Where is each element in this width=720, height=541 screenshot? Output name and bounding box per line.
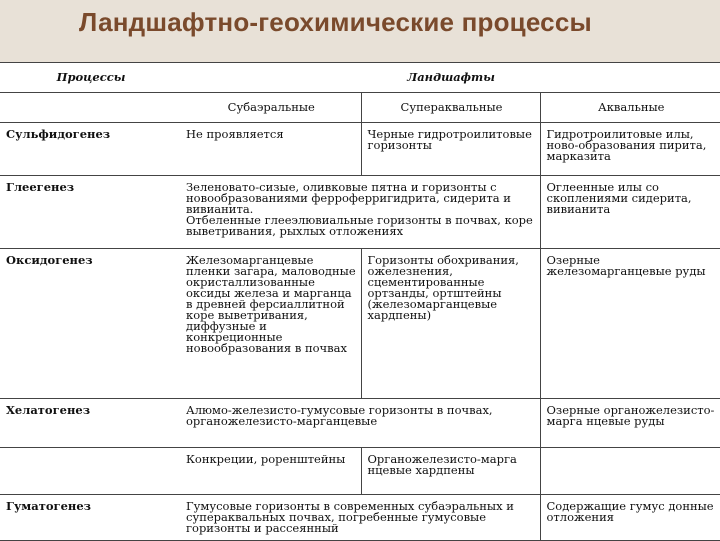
- cell-superaqual: Черные гидротроилитовые горизонты: [367, 127, 532, 152]
- header-processes: Процессы: [0, 63, 180, 93]
- cell-subaerial: Железомарганцевые пленки загара, маловодные окристаллизованные оксиды железа и марганца в древней ферсиаллитной коре выветривания, диффузные и конкреционные новообразования в почвах: [186, 253, 356, 355]
- cell-subaerial: Не проявляется: [186, 127, 284, 141]
- header-aqual: Аквальные: [540, 93, 720, 123]
- header-subaerial: Субаэральные: [180, 93, 361, 123]
- cell-aqual: Оглеенные илы со скоплениями сидерита, вивианита: [546, 180, 692, 216]
- row-name: Сульфидогенез: [6, 127, 111, 141]
- cell-superaqual: Органожелезисто-марга нцевые хардпены: [367, 452, 517, 477]
- cell-aqual: Содержащие гумус донные отложения: [546, 499, 714, 524]
- cell-superaqual: Горизонты обохривания, ожелезнения, сцементированные ортзанды, ортштейны (железомарганцевые хардпены): [367, 253, 519, 322]
- table-subheader-row: [0, 93, 720, 123]
- table-row: [0, 495, 720, 541]
- page-title: Ландшафтно-геохимические процессы: [79, 7, 592, 37]
- table-row: [0, 399, 720, 448]
- row-name: Хелатогенез: [6, 403, 91, 417]
- cell-aqual: Гидротроилитовые илы, ново-образования пирита, марказита: [546, 127, 707, 163]
- header-landscapes: Ландшафты: [180, 63, 720, 93]
- row-name: Гуматогенез: [6, 499, 91, 513]
- cell-aqual-empty: [540, 448, 720, 495]
- table-row: [0, 123, 720, 176]
- subheader-empty: [0, 93, 180, 123]
- table-row: [0, 448, 720, 495]
- cell-merged: Гумусовые горизонты в современных субаэральных и супераквальных почвах, погребенные гумусовые горизонты и рассеянный: [186, 499, 514, 535]
- table-row: [0, 249, 720, 399]
- header-superaqual: Супераквальные: [361, 93, 540, 123]
- row-name: Глеегенез: [6, 180, 75, 194]
- cell-aqual: Озерные органожелезисто-марга нцевые руды: [546, 403, 715, 428]
- cell-merged: Зеленовато-сизые, оливковые пятна и горизонты с новообразованиями ферроферригидрита, сидерита и вивианита.: [186, 180, 511, 216]
- processes-table: [0, 62, 720, 541]
- table-row: [0, 176, 720, 249]
- table-header-row: [0, 63, 720, 93]
- row-name: Оксидогенез: [6, 253, 93, 267]
- cell-merged-2: Отбеленные глееэлювиальные горизонты в почвах, коре выветривания, рыхлых отложениях: [186, 213, 533, 238]
- cell-aqual: Озерные железомарганцевые руды: [546, 253, 706, 278]
- cell-merged: Алюмо-железисто-гумусовые горизонты в почвах, органожелезисто-марганцевые: [186, 403, 493, 428]
- cell-subaerial: Конкреции, роренштейны: [186, 452, 346, 466]
